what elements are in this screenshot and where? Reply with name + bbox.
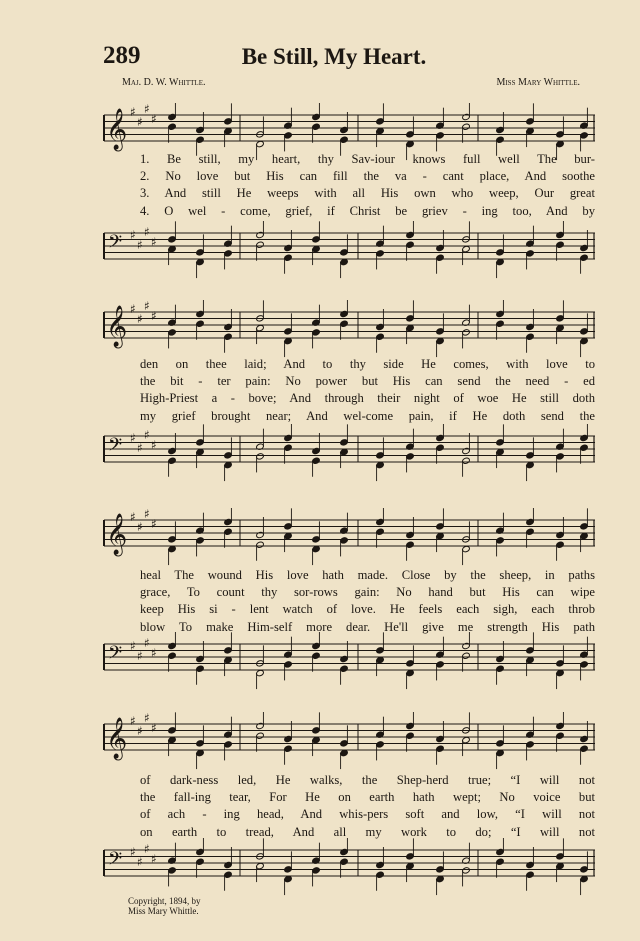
sharp-icon: ♯: [130, 639, 136, 653]
treble-staff: [100, 300, 595, 358]
bass-staff: [100, 838, 595, 896]
sharp-icon: ♯: [144, 636, 150, 650]
sharp-icon: ♯: [137, 115, 143, 129]
music-system-1: [100, 103, 595, 273]
treble-staff: [100, 508, 595, 566]
sharp-icon: ♯: [137, 238, 143, 252]
lyric-verse-3: of ach - ing head, And whis-pers soft and low, “I will not: [140, 807, 595, 822]
lyric-verse-1: of dark-ness led, He walks, the Shep-herd true; “I will not: [140, 773, 595, 787]
sharp-icon: ♯: [137, 724, 143, 738]
sharp-icon: ♯: [151, 235, 157, 249]
sharp-icon: ♯: [144, 103, 150, 116]
music-system-2: [100, 300, 595, 475]
lyric-verse-2: the fall-ing tear, For He on earth hath wept; No voice but: [140, 790, 595, 805]
bass-clef-icon: 𝄢: [108, 435, 123, 460]
music-system-3: [100, 508, 595, 683]
bass-staff: [100, 632, 595, 690]
lyrics-block: [140, 151, 595, 220]
lyric-verse-4: 4. O wel - come, grief, if Christ be griev - ing too, And by: [140, 203, 595, 218]
copyright-line: Copyright, 1894, by: [128, 896, 201, 906]
bass-staff: [100, 221, 595, 279]
sharp-icon: ♯: [151, 646, 157, 660]
lyricist-credit: Maj. D. W. Whittle.: [122, 77, 206, 88]
lyrics-block: [140, 772, 595, 841]
sharp-icon: ♯: [130, 845, 136, 859]
sharp-icon: ♯: [130, 431, 136, 445]
lyric-verse-4: blow To make Him-self more dear. He'll give me strength His path: [140, 619, 595, 634]
sharp-icon: ♯: [144, 428, 150, 442]
lyric-verse-2: the bit - ter pain: No power but His can send the need - ed: [140, 374, 595, 389]
treble-clef-icon: 𝄞: [106, 306, 128, 347]
music-system-4: [100, 712, 595, 890]
copyright-notice: [128, 896, 201, 916]
lyrics-block: [140, 567, 595, 636]
bass-clef-icon: 𝄢: [108, 232, 123, 257]
sharp-icon: ♯: [144, 508, 150, 521]
lyric-verse-4: on earth to tread, And all my work to do; “I will not: [140, 824, 595, 839]
bass-clef-icon: 𝄢: [108, 849, 123, 874]
lyrics-block: [140, 356, 595, 425]
lyric-verse-1: heal The wound His love hath made. Close by the sheep, in paths: [140, 568, 595, 582]
sharp-icon: ♯: [130, 302, 136, 316]
treble-clef-icon: 𝄞: [106, 514, 128, 555]
copyright-holder: Miss Mary Whittle.: [128, 906, 199, 916]
sharp-icon: ♯: [144, 225, 150, 239]
sharp-icon: ♯: [151, 852, 157, 866]
sharp-icon: ♯: [137, 312, 143, 326]
sharp-icon: ♯: [144, 842, 150, 856]
lyric-verse-3: 3. And still He weeps with all His own who weep, Our great: [140, 186, 595, 201]
sharp-icon: ♯: [151, 517, 157, 531]
treble-staff: [100, 712, 595, 770]
hymn-number: 289: [103, 42, 141, 69]
sharp-icon: ♯: [130, 510, 136, 524]
hymn-title: Be Still, My Heart.: [241, 44, 427, 69]
lyric-verse-4: my grief brought near; And wel-come pain, if He doth send the: [140, 408, 595, 423]
sharp-icon: ♯: [130, 105, 136, 119]
sharp-icon: ♯: [151, 721, 157, 735]
sharp-icon: ♯: [130, 714, 136, 728]
sharp-icon: ♯: [151, 309, 157, 323]
treble-clef-icon: 𝄞: [106, 718, 128, 759]
sharp-icon: ♯: [144, 712, 150, 725]
lyric-verse-1: den on thee laid; And to thy side He comes, with love to: [140, 357, 595, 371]
lyric-verse-3: High-Priest a - bove; And through their night of woe He still doth: [140, 391, 595, 406]
sharp-icon: ♯: [144, 300, 150, 313]
sharp-icon: ♯: [137, 520, 143, 534]
sharp-icon: ♯: [137, 649, 143, 663]
sharp-icon: ♯: [137, 855, 143, 869]
sharp-icon: ♯: [137, 441, 143, 455]
bass-clef-icon: 𝄢: [108, 643, 123, 668]
sharp-icon: ♯: [130, 228, 136, 242]
bass-staff: [100, 424, 595, 482]
lyric-verse-2: grace, To count thy sor-rows gain: No hand but His can wipe: [140, 585, 595, 600]
sharp-icon: ♯: [151, 438, 157, 452]
lyric-verse-2: 2. No love but His can fill the va - cant place, And soothe: [140, 169, 595, 184]
treble-clef-icon: 𝄞: [106, 109, 128, 150]
composer-credit: Miss Mary Whittle.: [496, 77, 580, 88]
sharp-icon: ♯: [151, 112, 157, 126]
lyric-verse-1: 1. Be still, my heart, thy Sav-iour knows full well The bur-: [140, 152, 595, 166]
lyric-verse-3: keep His si - lent watch of love. He feels each sigh, each throb: [140, 602, 595, 617]
